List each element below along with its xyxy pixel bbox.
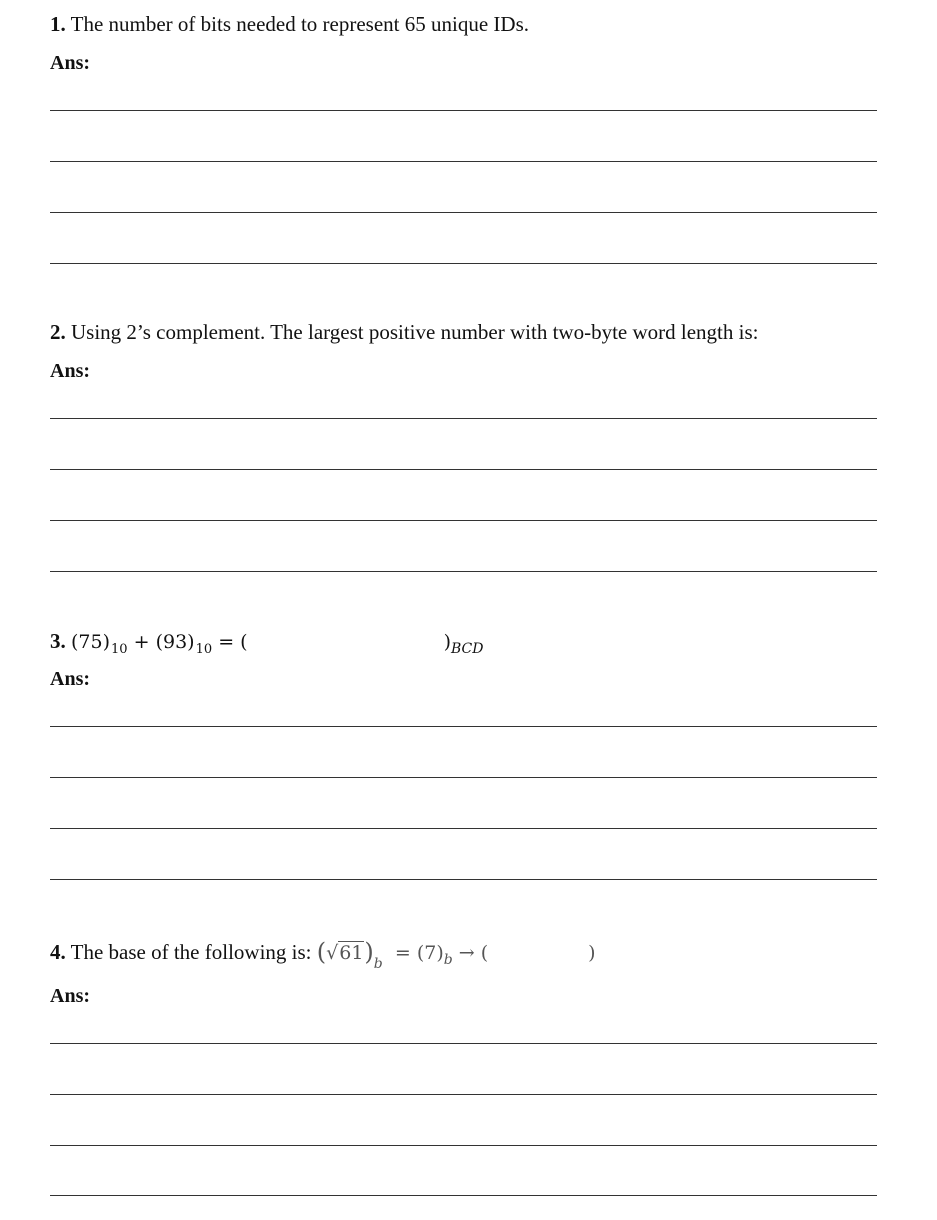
arrow-open: → ( [458,942,489,964]
answer-line[interactable] [50,1195,877,1196]
question-text: The number of bits needed to represent 65 unique IDs. [70,12,529,36]
bcd-expression [71,631,484,657]
answer-line[interactable] [50,879,877,880]
answer-line[interactable] [50,418,877,419]
answer-line[interactable] [50,1094,877,1095]
operand-a-base: 10 [111,642,128,657]
equals-seven: = (7) [394,942,444,964]
answer-line[interactable] [50,161,877,162]
sqrt-icon: √ [326,942,339,964]
answer-line[interactable] [50,1145,877,1146]
answer-label: Ans: [50,985,91,1007]
answer-line[interactable] [50,212,877,213]
seven-base-subscript: b [443,952,453,968]
equals-open: = ( [218,631,248,653]
answer-line[interactable] [50,469,877,470]
question-number: 3. [50,629,66,653]
base-expression [316,938,596,972]
question-number: 1. [50,12,66,36]
operand-b-base: 10 [195,642,213,657]
answer-line[interactable] [50,726,877,727]
answer-label: Ans: [50,52,91,74]
answer-line[interactable] [50,571,877,572]
question-text: The base of the following is: [70,940,312,964]
answer-line[interactable] [50,1043,877,1044]
question-number: 2. [50,320,66,344]
answer-label: Ans: [50,668,91,690]
question-1 [50,11,529,37]
question-number: 4. [50,940,66,964]
question-text: Using 2’s complement. The largest positive number with two-byte word length is: [71,320,759,344]
question-2 [50,319,758,345]
close-paren-end: ) [588,942,596,964]
answer-label: Ans: [50,360,91,382]
answer-line[interactable] [50,777,877,778]
question-4 [50,938,596,972]
radicand: 61 [339,942,364,964]
answer-line[interactable] [50,520,877,521]
operand-b: (93) [155,631,195,653]
close-paren: ) [364,938,374,966]
operand-a: (75) [71,631,111,653]
answer-line[interactable] [50,263,877,264]
answer-line[interactable] [50,110,877,111]
open-paren: ( [316,938,327,966]
base-subscript: b [373,956,383,972]
plus-sign: + [133,631,150,653]
answer-line[interactable] [50,828,877,829]
close-paren: ) [443,631,451,653]
bcd-subscript: BCD [450,641,484,657]
question-3 [50,628,483,658]
